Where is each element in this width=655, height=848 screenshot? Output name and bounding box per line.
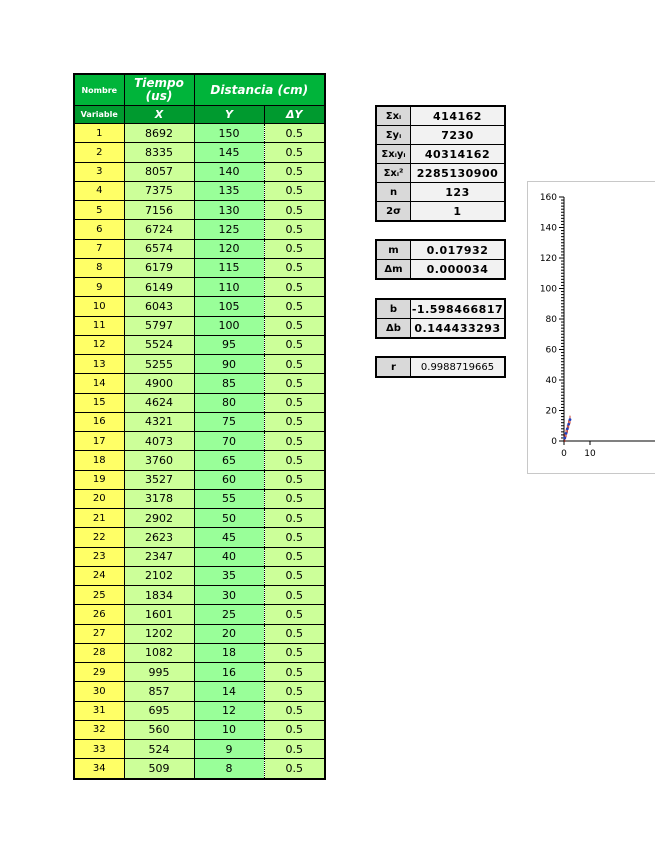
- row-index: 8: [74, 258, 124, 277]
- y-cell: 20: [194, 624, 264, 643]
- table-row: [74, 624, 325, 643]
- dy-cell: 0.5: [264, 470, 325, 489]
- intercept-table: [375, 298, 506, 339]
- row-index: 33: [74, 740, 124, 759]
- row-index: 14: [74, 374, 124, 393]
- dy-cell: 0.5: [264, 663, 325, 682]
- x-header: X: [124, 106, 194, 124]
- dy-cell: 0.5: [264, 740, 325, 759]
- table-row: [74, 239, 325, 258]
- row-index: 31: [74, 701, 124, 720]
- dy-cell: 0.5: [264, 412, 325, 431]
- row-index: 3: [74, 162, 124, 181]
- sum-row-value: 2285130900: [411, 164, 506, 183]
- row-index: 20: [74, 489, 124, 508]
- y-cell: 125: [194, 220, 264, 239]
- sum-row: [376, 145, 505, 164]
- y-cell: 70: [194, 432, 264, 451]
- intercept-row: [376, 299, 505, 319]
- x-cell: 8335: [124, 143, 194, 162]
- table-row: [74, 740, 325, 759]
- x-cell: 6724: [124, 220, 194, 239]
- row-index: 27: [74, 624, 124, 643]
- dy-cell: 0.5: [264, 566, 325, 585]
- row-index: 1: [74, 124, 124, 143]
- sum-row: [376, 106, 505, 126]
- sum-row-value: 40314162: [411, 145, 506, 164]
- dy-cell: 0.5: [264, 278, 325, 297]
- y-tick-label: 140: [539, 223, 557, 234]
- time-header: Tiempo (us): [124, 74, 194, 106]
- dy-cell: 0.5: [264, 701, 325, 720]
- table-row: [74, 470, 325, 489]
- table-row: [74, 528, 325, 547]
- name-header: Nombre: [74, 74, 124, 106]
- row-index: 30: [74, 682, 124, 701]
- y-tick-label: 60: [545, 345, 557, 356]
- x-cell: 695: [124, 701, 194, 720]
- chart-frame: [527, 181, 655, 474]
- x-cell: 6149: [124, 278, 194, 297]
- x-cell: 2347: [124, 547, 194, 566]
- row-index: 12: [74, 335, 124, 354]
- x-cell: 524: [124, 740, 194, 759]
- sum-row-value: 414162: [411, 106, 506, 126]
- table-row: [74, 586, 325, 605]
- row-index: 11: [74, 316, 124, 335]
- x-tick-label: 0: [561, 449, 567, 459]
- dy-cell: 0.5: [264, 143, 325, 162]
- x-cell: 4073: [124, 432, 194, 451]
- row-index: 7: [74, 239, 124, 258]
- y-cell: 135: [194, 181, 264, 200]
- x-cell: 3178: [124, 489, 194, 508]
- header-row-names: [74, 74, 325, 106]
- x-cell: 4321: [124, 412, 194, 431]
- x-cell: 5797: [124, 316, 194, 335]
- dy-cell: 0.5: [264, 316, 325, 335]
- y-tick-label: 0: [551, 437, 557, 447]
- x-cell: 3527: [124, 470, 194, 489]
- table-row: [74, 278, 325, 297]
- y-cell: 90: [194, 355, 264, 374]
- row-index: 16: [74, 412, 124, 431]
- table-row: [74, 451, 325, 470]
- dy-cell: 0.5: [264, 586, 325, 605]
- slope-row-label: Δm: [376, 260, 411, 280]
- dy-cell: 0.5: [264, 335, 325, 354]
- sum-row-label: 2σ: [376, 202, 411, 222]
- table-row: [74, 643, 325, 662]
- row-index: 5: [74, 201, 124, 220]
- dy-cell: 0.5: [264, 239, 325, 258]
- row-index: 19: [74, 470, 124, 489]
- y-cell: 18: [194, 643, 264, 662]
- slope-row-value: 0.000034: [411, 260, 506, 280]
- header-row-variables: [74, 106, 325, 124]
- table-row: [74, 124, 325, 143]
- dy-cell: 0.5: [264, 258, 325, 277]
- row-index: 24: [74, 566, 124, 585]
- x-cell: 5524: [124, 335, 194, 354]
- y-cell: 100: [194, 316, 264, 335]
- table-row: [74, 759, 325, 779]
- y-cell: 150: [194, 124, 264, 143]
- sum-row: [376, 202, 505, 222]
- sum-row: [376, 126, 505, 145]
- correlation-table: [375, 356, 506, 378]
- y-cell: 95: [194, 335, 264, 354]
- x-cell: 7156: [124, 201, 194, 220]
- y-cell: 9: [194, 740, 264, 759]
- y-header: Y: [194, 106, 264, 124]
- x-cell: 1834: [124, 586, 194, 605]
- intercept-row-value: 0.144433293: [411, 319, 506, 339]
- x-cell: 8692: [124, 124, 194, 143]
- x-tick-label: 10: [584, 449, 596, 459]
- table-row: [74, 335, 325, 354]
- y-cell: 30: [194, 586, 264, 605]
- x-cell: 1082: [124, 643, 194, 662]
- x-cell: 6574: [124, 239, 194, 258]
- y-cell: 85: [194, 374, 264, 393]
- y-cell: 80: [194, 393, 264, 412]
- table-row: [74, 720, 325, 739]
- sum-row-label: Σxᵢ²: [376, 164, 411, 183]
- y-cell: 120: [194, 239, 264, 258]
- row-index: 17: [74, 432, 124, 451]
- intercept-row-label: Δb: [376, 319, 411, 339]
- y-cell: 35: [194, 566, 264, 585]
- dy-cell: 0.5: [264, 528, 325, 547]
- table-row: [74, 432, 325, 451]
- y-cell: 40: [194, 547, 264, 566]
- table-row: [74, 162, 325, 181]
- y-cell: 10: [194, 720, 264, 739]
- dy-cell: 0.5: [264, 509, 325, 528]
- slope-table: [375, 239, 506, 280]
- y-cell: 45: [194, 528, 264, 547]
- y-cell: 110: [194, 278, 264, 297]
- dy-cell: 0.5: [264, 643, 325, 662]
- row-index: 32: [74, 720, 124, 739]
- row-index: 13: [74, 355, 124, 374]
- sum-row-value: 1: [411, 202, 506, 222]
- sum-row-value: 7230: [411, 126, 506, 145]
- dy-cell: 0.5: [264, 393, 325, 412]
- x-cell: 4900: [124, 374, 194, 393]
- x-cell: 1601: [124, 605, 194, 624]
- dy-cell: 0.5: [264, 547, 325, 566]
- y-cell: 130: [194, 201, 264, 220]
- dy-cell: 0.5: [264, 489, 325, 508]
- table-row: [74, 682, 325, 701]
- table-row: [74, 316, 325, 335]
- dy-cell: 0.5: [264, 201, 325, 220]
- table-row: [74, 566, 325, 585]
- intercept-row-label: b: [376, 299, 411, 319]
- y-cell: 60: [194, 470, 264, 489]
- table-row: [74, 393, 325, 412]
- table-row: [74, 489, 325, 508]
- row-index: 4: [74, 181, 124, 200]
- slope-row-value: 0.017932: [411, 240, 506, 260]
- dy-cell: 0.5: [264, 682, 325, 701]
- y-tick-label: 80: [545, 315, 557, 325]
- table-row: [74, 605, 325, 624]
- x-cell: 560: [124, 720, 194, 739]
- dy-cell: 0.5: [264, 451, 325, 470]
- dy-cell: 0.5: [264, 605, 325, 624]
- sum-row: [376, 164, 505, 183]
- table-row: [74, 412, 325, 431]
- row-index: 15: [74, 393, 124, 412]
- y-tick-label: 20: [545, 406, 557, 417]
- slope-row: [376, 240, 505, 260]
- dy-cell: 0.5: [264, 759, 325, 779]
- table-row: [74, 201, 325, 220]
- x-cell: 5255: [124, 355, 194, 374]
- dy-cell: 0.5: [264, 297, 325, 316]
- sum-row-label: Σyᵢ: [376, 126, 411, 145]
- table-row: [74, 509, 325, 528]
- table-row: [74, 663, 325, 682]
- x-cell: 509: [124, 759, 194, 779]
- dy-cell: 0.5: [264, 162, 325, 181]
- sum-row-label: Σxᵢ: [376, 106, 411, 126]
- dy-cell: 0.5: [264, 720, 325, 739]
- correlation-label: r: [376, 357, 411, 377]
- row-index: 2: [74, 143, 124, 162]
- row-index: 25: [74, 586, 124, 605]
- dy-header: ΔY: [264, 106, 325, 124]
- row-index: 26: [74, 605, 124, 624]
- y-tick-label: 40: [545, 376, 557, 386]
- correlation-row: [376, 357, 505, 377]
- x-cell: 7375: [124, 181, 194, 200]
- variable-header: Variable: [74, 106, 124, 124]
- y-cell: 105: [194, 297, 264, 316]
- x-cell: 2902: [124, 509, 194, 528]
- distance-header: Distancia (cm): [194, 74, 325, 106]
- y-cell: 55: [194, 489, 264, 508]
- x-cell: 6179: [124, 258, 194, 277]
- table-row: [74, 355, 325, 374]
- dy-cell: 0.5: [264, 220, 325, 239]
- dy-cell: 0.5: [264, 624, 325, 643]
- row-index: 23: [74, 547, 124, 566]
- x-cell: 2102: [124, 566, 194, 585]
- y-cell: 140: [194, 162, 264, 181]
- x-cell: 3760: [124, 451, 194, 470]
- y-cell: 25: [194, 605, 264, 624]
- row-index: 29: [74, 663, 124, 682]
- data-point: [569, 418, 572, 421]
- table-row: [74, 258, 325, 277]
- x-cell: 2623: [124, 528, 194, 547]
- data-table: [73, 73, 326, 780]
- y-cell: 8: [194, 759, 264, 779]
- dy-cell: 0.5: [264, 432, 325, 451]
- intercept-row: [376, 319, 505, 339]
- y-cell: 16: [194, 663, 264, 682]
- data-body: [74, 124, 325, 779]
- x-cell: 8057: [124, 162, 194, 181]
- sum-row: [376, 183, 505, 202]
- y-cell: 75: [194, 412, 264, 431]
- correlation-value: 0.9988719665: [411, 357, 506, 377]
- intercept-row-value: -1.598466817: [411, 299, 506, 319]
- table-row: [74, 297, 325, 316]
- row-index: 21: [74, 509, 124, 528]
- x-cell: 6043: [124, 297, 194, 316]
- row-index: 34: [74, 759, 124, 779]
- y-cell: 65: [194, 451, 264, 470]
- x-cell: 4624: [124, 393, 194, 412]
- row-index: 28: [74, 643, 124, 662]
- x-cell: 857: [124, 682, 194, 701]
- table-row: [74, 701, 325, 720]
- y-cell: 14: [194, 682, 264, 701]
- table-row: [74, 374, 325, 393]
- y-tick-label: 100: [539, 284, 557, 295]
- sum-row-value: 123: [411, 183, 506, 202]
- slope-row: [376, 260, 505, 280]
- y-cell: 50: [194, 509, 264, 528]
- table-row: [74, 181, 325, 200]
- y-cell: 115: [194, 258, 264, 277]
- x-cell: 995: [124, 663, 194, 682]
- row-index: 22: [74, 528, 124, 547]
- row-index: 10: [74, 297, 124, 316]
- row-index: 9: [74, 278, 124, 297]
- dy-cell: 0.5: [264, 124, 325, 143]
- sum-row-label: Σxᵢyᵢ: [376, 145, 411, 164]
- y-cell: 145: [194, 143, 264, 162]
- slope-row-label: m: [376, 240, 411, 260]
- x-cell: 1202: [124, 624, 194, 643]
- sums-table: [375, 105, 506, 222]
- y-tick-label: 160: [539, 193, 557, 203]
- table-row: [74, 547, 325, 566]
- dy-cell: 0.5: [264, 374, 325, 393]
- y-cell: 12: [194, 701, 264, 720]
- row-index: 18: [74, 451, 124, 470]
- chart-svg: [528, 182, 655, 471]
- dy-cell: 0.5: [264, 181, 325, 200]
- y-tick-label: 120: [539, 254, 557, 264]
- sum-row-label: n: [376, 183, 411, 202]
- table-row: [74, 143, 325, 162]
- row-index: 6: [74, 220, 124, 239]
- dy-cell: 0.5: [264, 355, 325, 374]
- table-row: [74, 220, 325, 239]
